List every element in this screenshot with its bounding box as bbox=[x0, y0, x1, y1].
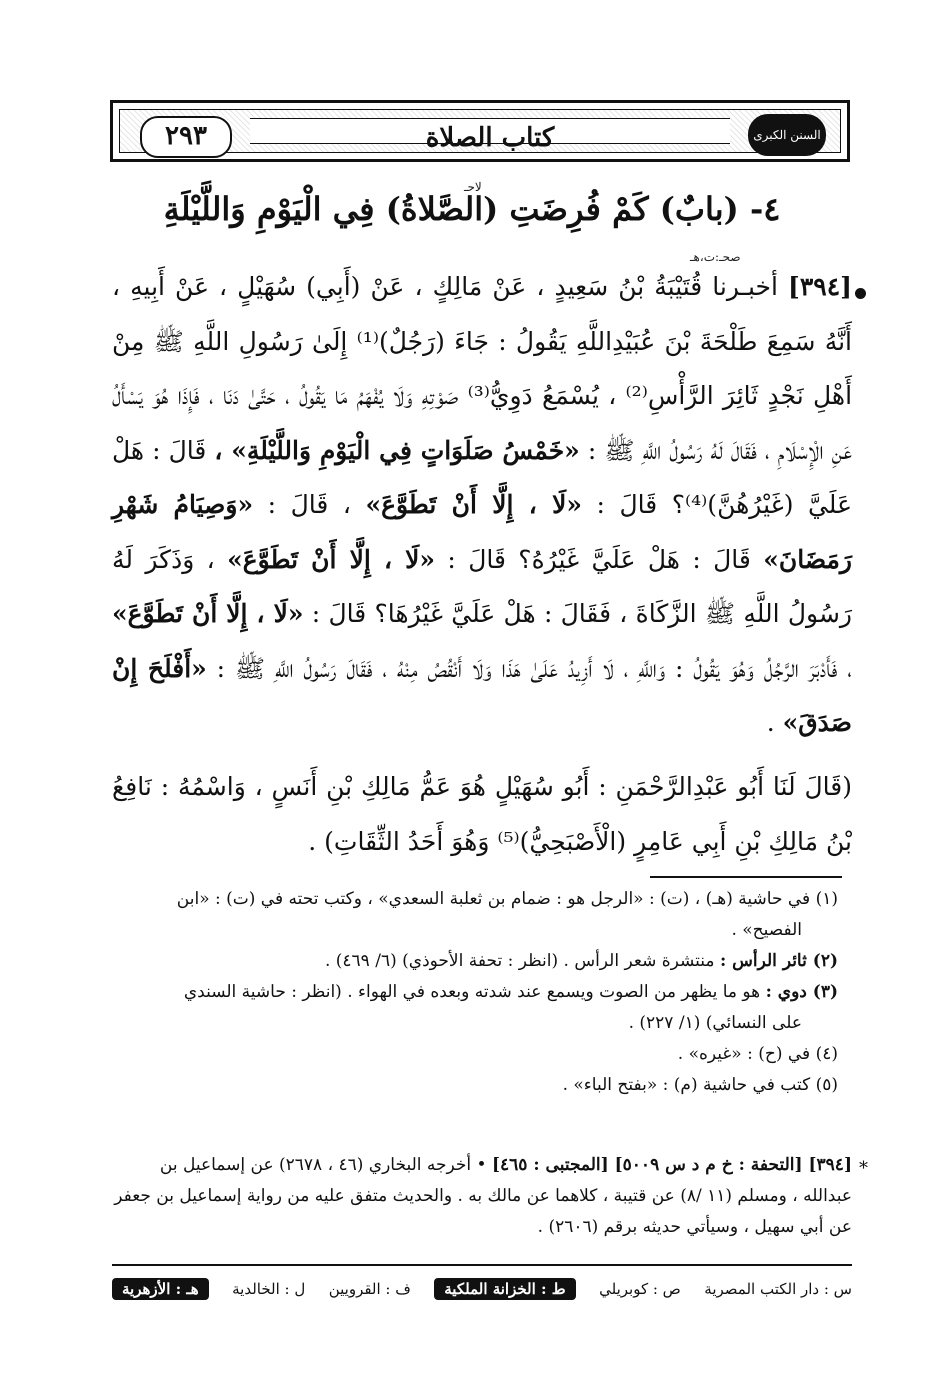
prophet-saying: رَمَضَانَ» bbox=[763, 544, 852, 574]
chapter-title: ٤- (بابٌ) كَمْ فُرِضَتِ (الصَّلاةُ) فِي الْيَوْمِ وَاللَّيْلَةِ bbox=[163, 190, 781, 228]
hadith-line: قَالَ : هَلْ عَلَيَّ (غَيْرُهُنَّ)⁽⁴⁾؟ قَالَ : bbox=[112, 435, 852, 519]
hadith-line: ، قَالَ : bbox=[267, 490, 351, 519]
sigla-item-highlighted: ط : الخزانة الملكية bbox=[434, 1278, 575, 1300]
hadith-line: . bbox=[766, 708, 775, 737]
footnote-3-term: (٣) دوي : bbox=[765, 982, 838, 1002]
sigla-item-highlighted: هـ : الأزهرية bbox=[112, 1278, 209, 1300]
footnote-2-term: (٢) ثائر الرأس : bbox=[719, 951, 838, 971]
footnote-2 bbox=[112, 946, 838, 977]
manuscript-sigla bbox=[112, 1274, 852, 1304]
hadith-line: ، وَذَكَرَ لَهُ رَسُولُ اللَّهِ bbox=[112, 544, 852, 628]
hadith-line: ، فَأَدْبَرَ الرَّجُلُ bbox=[763, 653, 852, 683]
footnote-3-cont: على النسائي) (١/ ٢٢٧) . bbox=[628, 1013, 802, 1033]
prophet-saying: «لَا ، إِلَّا أَنْ تَطَوَّعَ» bbox=[365, 490, 582, 519]
page-number: ٢٩٣ bbox=[140, 116, 232, 158]
hadith-line: ﷺ الزَّكَاةَ ، فَقَالَ : هَلْ عَلَيَّ غَيْرُهَا؟ قَالَ : bbox=[311, 599, 736, 628]
header-band bbox=[250, 118, 730, 153]
prophet-saying: «لَا ، إِلَّا أَنْ تَطَوَّعَ» bbox=[227, 544, 436, 574]
title-margin-note: لاحـ bbox=[464, 180, 482, 194]
takhrij-reference: [٣٩٤] [التحفة : خ م د س ٥٠٠٩] [المجتبى : ٤٦٥] bbox=[491, 1155, 852, 1175]
takhrij-line: إسماعيل بن عبدالله ، ومسلم (١١ /٨) عن قتيبة ، كلاهما عن مالك به . والحديث متفق عليه bbox=[159, 1155, 852, 1206]
sigla-item: ف : القرويين bbox=[328, 1280, 411, 1298]
author-comment bbox=[112, 760, 852, 869]
takhrij-line: من رواية إسماعيل بن جعفر عن أبي سهيل ، وسيأتي حديثه برقم (٢٦٠٦) . bbox=[114, 1186, 852, 1237]
sigla-item: ص : كوبريلي bbox=[599, 1280, 681, 1298]
page-header bbox=[110, 100, 850, 162]
sigla-item: س : دار الكتب المصرية bbox=[704, 1280, 852, 1298]
hadith-line: وَهُوَ يَقُولُ : وَاللَّهِ ، لَا أَزِيدُ عَلَىٰ هَذَا وَلَا أَنْقُصُ مِنْهُ ، فَقَالَ رَسُولُ اللَّهِ ﷺ : bbox=[216, 653, 754, 683]
comment-line: نَافِعُ بْنُ مَالِكِ بْنِ أَبِي عَامِرٍ (الْأَصْبَحِيُّ)⁽⁵⁾ وَهُوَ أَحَدُ الثِّقَاتِ) . bbox=[112, 772, 852, 856]
hadith-line: سَمِعَ طَلْحَةَ بْنَ عُبَيْدِاللَّهِ يَقُولُ : جَاءَ (رَجُلٌ)⁽¹⁾ إِلَىٰ رَسُولِ اللَّهِ ﷺ مِنْ أَهْلِ نَجْدٍ bbox=[112, 326, 853, 410]
prophet-saying: «أَفْلَحَ إِنْ صَدَقَ» bbox=[112, 653, 852, 737]
footnote-4: (٤) في (ح) : «غيره» . bbox=[677, 1044, 838, 1064]
book-logo: السنن الكبرى bbox=[748, 114, 826, 156]
footnote-3-text: هو ما يظهر من الصوت ويسمع عند شدته وبعده في الهواء . (انظر : حاشية السندي bbox=[183, 982, 761, 1002]
isnad-margin-note: صحـ:ت،هـ bbox=[690, 250, 741, 264]
footnote-1-cont: الفصيح» . bbox=[731, 920, 802, 940]
hadith-number: [٣٩٤] bbox=[788, 272, 852, 301]
hadith-line: ثَائِرَ الرَّأْسِ⁽²⁾ ، يُسْمَعُ دَوِيُّ⁽³⁾ صَوْتِهِ وَلَا يُفْهَمُ مَا يَقُولُ ، حَتَّىٰ دَنَا ، فَإِذَا هُوَ bbox=[152, 381, 759, 410]
footnote-1: (١) في حاشية (هـ) ، (ت) : «الرجل هو : ضمام بن ثعلبة السعدي» ، وكتب تحته في (ت) : «ابن bbox=[176, 889, 838, 909]
footnotes bbox=[112, 884, 838, 1101]
hadith-text bbox=[112, 260, 852, 751]
takhrij bbox=[112, 1150, 852, 1243]
header-title: كتاب الصلاة bbox=[425, 123, 555, 153]
hadith-line: أخبـرنا قُتَيْبَةُ بْنُ سَعِيدٍ ، عَنْ مَالِكٍ ، عَنْ (أَبِي) سُهَيْلٍ ، عَنْ أَبِيهِ ، أَنَّهُ bbox=[112, 272, 852, 356]
prophet-saying: «لَا ، إِلَّا أَنْ تَطَوَّعَ» bbox=[112, 599, 304, 628]
hadith-line: يَسْأَلُ عَنِ الْإِسْلَامِ ، فَقَالَ لَهُ رَسُولُ اللَّهِ ﷺ : bbox=[112, 381, 853, 465]
hadith-bullet bbox=[855, 288, 866, 299]
hadith-line: قَالَ : هَلْ عَلَيَّ غَيْرُهُ؟ قَالَ : bbox=[447, 544, 751, 574]
footnote-5: (٥) كتب في حاشية (م) : «بفتح الباء» . bbox=[562, 1075, 838, 1095]
prophet-saying: «خَمْسُ صَلَوَاتٍ فِي الْيَوْمِ وَاللَّيْلَةِ» ، bbox=[214, 435, 580, 465]
footnote-2-text: منتشرة شعر الرأس . (انظر : تحفة الأحوذي) (٦/ ٤٦٩) . bbox=[324, 951, 715, 971]
takhrij-star: * bbox=[859, 1158, 868, 1179]
sigla-rule bbox=[112, 1264, 852, 1266]
footnote-rule bbox=[650, 876, 842, 878]
header-frame bbox=[119, 109, 841, 153]
sigla-item: ل : الخالدية bbox=[232, 1280, 306, 1298]
takhrij-line: • أخرجه البخاري (٤٦ ، ٢٦٧٨) عن bbox=[250, 1155, 487, 1175]
comment-line: (قَالَ لَنَا أَبُو عَبْدِالرَّحْمَنِ : أَبُو سُهَيْلٍ هُوَ عَمُّ مَالِكِ بْنِ أَنَسٍ ، وَاسْمُهُ : bbox=[160, 772, 852, 801]
footnote-3 bbox=[112, 977, 838, 1008]
prophet-saying: «وَصِيَامُ شَهْرِ bbox=[112, 490, 254, 519]
